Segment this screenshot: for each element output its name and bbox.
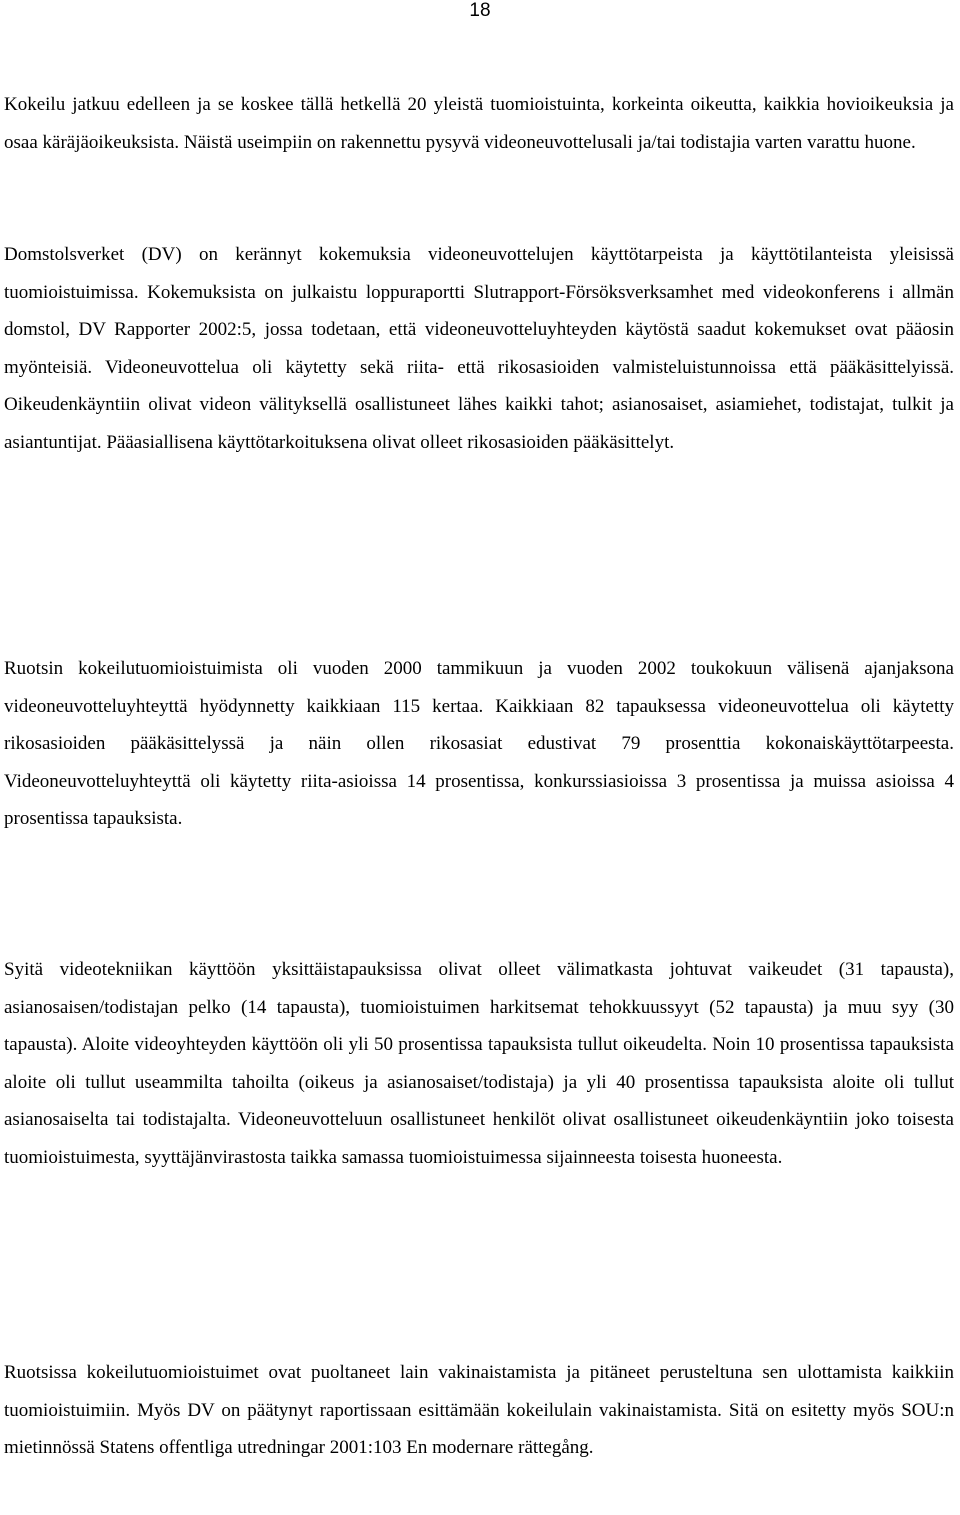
paragraph-domstolsverket: Domstolsverket (DV) on kerännyt kokemuksia videoneuvottelujen käyttötarpeista ja käyttötilanteista yleisissä tuomioistuimissa. Kokemuksista on julkaistu loppuraportti Slutrapport-Försöksverksamhet med videokonferens i allmän domstol, DV Rapporter 2002:5, jossa todetaan, että videoneuvotteluyhteyden käytöstä saadut kokemukset ovat pääosin myönteisiä. Videoneuvottelua oli käytetty sekä riita- että rikosasioiden valmisteluistunnoissa että pääkäsittelyissä. Oikeudenkäyntiin olivat videon välityksellä osallistuneet lähes kaikki tahot; asianosaiset, asiamiehet, todistajat, tulkit ja asiantuntijat. Pääasiallisena käyttötarkoituksena olivat olleet rikosasioiden pääkäsittelyt. — [4, 244, 954, 453]
paragraph-ruotsissa: Ruotsissa kokeilutuomioistuimet ovat puoltaneet lain vakinaistamista ja pitäneet perusteltuna sen ulottamista kaikkiin tuomioistuimiin. Myös DV on päätynyt raportissaan esittämään kokeilulain vakinaistamista. Sitä on esitetty myös SOU:n mietinnössä Statens offentliga utredningar 2001:103 En modernare rättegång. — [4, 1362, 954, 1459]
paragraph-kokeilu: Kokeilu jatkuu edelleen ja se koskee tällä hetkellä 20 yleistä tuomioistuinta, korkeinta oikeutta, kaikkia hovioikeuksia ja osaa käräjäoikeuksista. Näistä useimpiin on rakennettu pysyvä videoneuvottelusali ja/tai todistajia varten varattu huone. — [4, 94, 954, 153]
paragraph-ruotsin-kokeilu: Ruotsin kokeilutuomioistuimista oli vuoden 2000 tammikuun ja vuoden 2002 toukokuun välisenä ajanjaksona videoneuvotteluyhteyttä hyödynnetty kaikkiaan 115 kertaa. Kaikkiaan 82 tapauksessa videoneuvottelua oli käytetty rikosasioiden pääkäsittelyssä ja näin ollen rikosasiat edustivat 79 prosenttia kokonaiskäyttötarpeesta. Videoneuvotteluyhteyttä oli käytetty riita-asioissa 14 prosentissa, konkurssiasioissa 3 prosentissa ja muissa asioissa 4 prosentissa tapauksista. — [4, 658, 954, 830]
page-number: 18 — [469, 0, 491, 21]
paragraph-syita: Syitä videotekniikan käyttöön yksittäistapauksissa olivat olleet välimatkasta johtuvat vaikeudet (31 tapausta), asianosaisen/todistajan pelko (14 tapausta), tuomioistuimen harkitsemat tehokkuussyyt (52 tapausta) ja muu syy (30 tapausta). Aloite videoyhteyden käyttöön oli yli 50 prosentissa tapauksista tullut oikeudelta. Noin 10 prosentissa tapauksista aloite oli tullut useammilta tahoilta (oikeus ja asianosaiset/todistaja) ja yli 40 prosentissa tapauksista aloite oli tullut asianosaiselta tai todistajalta. Videoneuvotteluun osallistuneet henkilöt olivat osallistuneet oikeudenkäyntiin joko toisesta tuomioistuimesta, syyttäjänvirastosta taikka samassa tuomioistuimessa sijainneesta toisesta huoneesta. — [4, 959, 954, 1168]
